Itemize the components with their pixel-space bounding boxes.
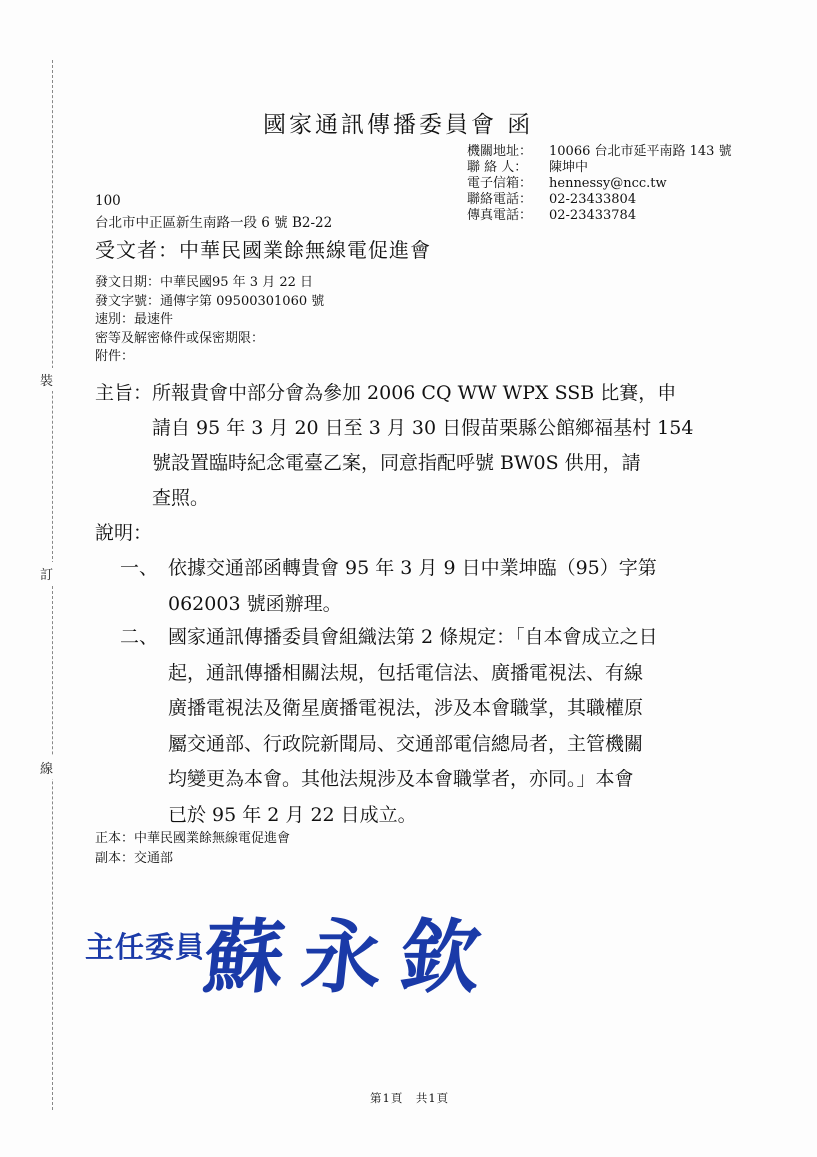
mailing-address [95, 190, 332, 234]
item-line: 屬交通部、行政院新聞局、交通部電信總局者，主管機關 [168, 732, 644, 755]
item-number: 一、 [120, 557, 159, 579]
item-text [168, 551, 657, 622]
binding-mark-ding: 訂 [40, 562, 53, 585]
contact-value: 02-23433784 [549, 208, 637, 223]
contact-label: 聯絡電話： [467, 192, 533, 207]
meta-block [95, 274, 324, 367]
copies-block [95, 829, 290, 869]
subject-line: 查照。 [95, 487, 210, 509]
explanation-item-1 [120, 551, 657, 622]
item-line: 依據交通部函轉貴會 95 年 3 月 9 日中業坤臨（95）字第 [168, 557, 657, 579]
subject-line: 請自 95 年 3 月 20 日至 3 月 30 日假苗栗縣公館鄉福基村 154 [95, 417, 694, 439]
item-text [168, 620, 658, 833]
document-title: 國家通訊傳播委員會 函 [263, 112, 534, 138]
item-line: 國家通訊傳播委員會組織法第 2 條規定：「自本會成立之日 [168, 626, 658, 648]
contact-email [467, 176, 732, 192]
contact-label: 傳真電話： [467, 208, 533, 223]
binding-mark-zhuang: 裝 [40, 368, 53, 391]
subject-line: 號設置臨時紀念電臺乙案，同意指配呼號 BW0S 供用，請 [95, 452, 641, 474]
item-line: 均變更為本會。其他法規涉及本會職掌者，亦同。」本會 [168, 768, 634, 790]
street-address: 台北市中正區新生南路一段 6 號 B2-22 [95, 215, 333, 231]
carbon-copy: 副本：交通部 [95, 851, 174, 866]
binding-line [52, 60, 53, 1110]
subject-line: 主旨：所報貴會中部分會為參加 2006 CQ WW WPX SSB 比賽，申 [95, 382, 677, 404]
document-number: 發文字號：通傳字第 09500301060 號 [95, 293, 325, 309]
recipient: 受文者：中華民國業餘無線電促進會 [95, 238, 431, 262]
contact-label: 機關地址： [467, 144, 533, 159]
explanation-item-2 [120, 620, 658, 833]
contact-value: 10066 台北市延平南路 143 號 [549, 144, 732, 159]
attachments: 附件： [95, 349, 135, 364]
contact-block [467, 144, 732, 224]
signature-title: 主任委員 [85, 930, 206, 964]
contact-fax [467, 208, 732, 224]
subject-section [95, 376, 725, 516]
item-line: 062003 號函辦理。 [168, 592, 342, 615]
contact-value: hennessy@ncc.tw [549, 176, 667, 191]
contact-phone [467, 192, 732, 208]
contact-address [467, 144, 732, 160]
urgency: 速別：最速件 [95, 312, 174, 327]
item-line: 起，通訊傳播相關法規，包括電信法、廣播電視法、有線 [168, 661, 644, 684]
item-line: 已於 95 年 2 月 22 日成立。 [168, 803, 417, 826]
contact-value: 02-23433804 [549, 192, 637, 207]
item-line: 廣播電視法及衛星廣播電視法，涉及本會職掌，其職權原 [168, 697, 644, 719]
signature-stamp: 蘇永欽 [199, 910, 504, 1004]
binding-mark-xian: 線 [40, 756, 53, 779]
item-number: 二、 [120, 626, 159, 648]
issue-date: 發文日期：中華民國95 年 3 月 22 日 [95, 275, 314, 290]
explanation-heading: 說明： [95, 522, 153, 544]
contact-label: 聯 絡 人： [467, 160, 528, 175]
contact-label: 電子信箱： [467, 176, 533, 191]
contact-person [467, 160, 732, 176]
main-copy: 正本：中華民國業餘無線電促進會 [95, 831, 291, 846]
contact-value: 陳坤中 [549, 160, 589, 175]
security-level: 密等及解密條件或保密期限： [95, 330, 265, 346]
page-number: 第1頁 共1頁 [370, 1091, 450, 1105]
zip-code: 100 [95, 193, 121, 209]
